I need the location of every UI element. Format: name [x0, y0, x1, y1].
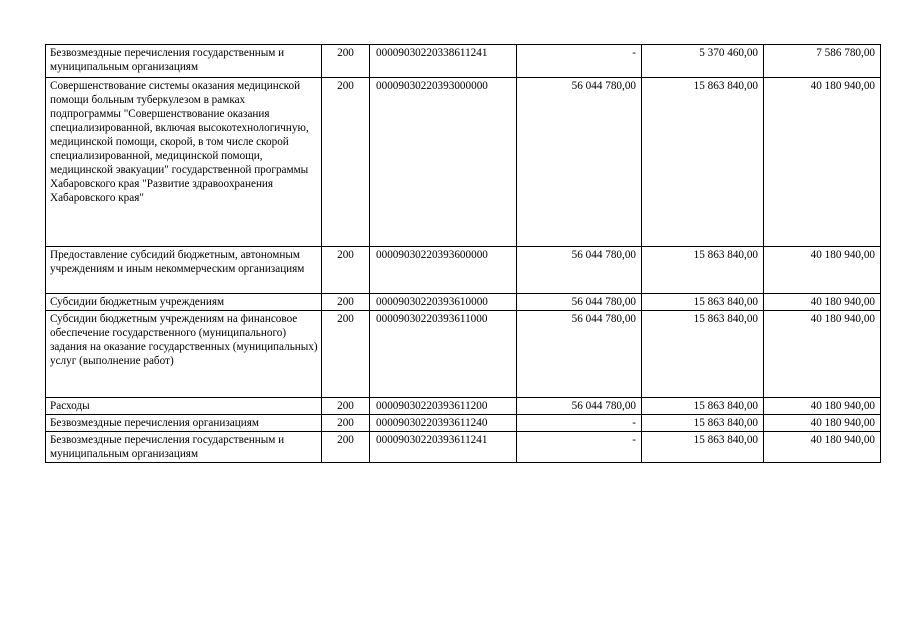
table-row — [46, 45, 881, 78]
row-value-1: - — [517, 415, 642, 432]
row-value-2: 15 863 840,00 — [642, 311, 764, 398]
row-name: Безвозмездные перечисления организациям — [46, 415, 322, 432]
row-target-article: 00009030220393600000 — [370, 247, 517, 294]
row-target-article: 00009030220393611241 — [370, 432, 517, 463]
table-row — [46, 247, 881, 294]
row-value-2: 15 863 840,00 — [642, 247, 764, 294]
row-target-article: 00009030220393611200 — [370, 398, 517, 415]
row-target-article: 00009030220393611240 — [370, 415, 517, 432]
row-value-1: 56 044 780,00 — [517, 294, 642, 311]
table-row — [46, 294, 881, 311]
row-value-3: 40 180 940,00 — [764, 311, 881, 398]
row-value-2: 15 863 840,00 — [642, 398, 764, 415]
row-value-3: 40 180 940,00 — [764, 398, 881, 415]
row-value-3: 40 180 940,00 — [764, 432, 881, 463]
table-row — [46, 311, 881, 398]
row-code: 200 — [322, 45, 370, 78]
row-code: 200 — [322, 311, 370, 398]
row-value-1: - — [517, 432, 642, 463]
row-code: 200 — [322, 78, 370, 247]
row-value-2: 5 370 460,00 — [642, 45, 764, 78]
row-code: 200 — [322, 247, 370, 294]
row-code: 200 — [322, 432, 370, 463]
table-row — [46, 398, 881, 415]
row-value-2: 15 863 840,00 — [642, 415, 764, 432]
row-value-3: 40 180 940,00 — [764, 415, 881, 432]
row-target-article: 00009030220338611241 — [370, 45, 517, 78]
row-value-1: 56 044 780,00 — [517, 311, 642, 398]
table-row — [46, 432, 881, 463]
row-name: Совершенствование системы оказания медицинской помощи больным туберкулезом в рамках подпрограммы "Совершенствование оказания специализированной, включая высокотехнологичную, медицинской помощи, скорой, в том числе скорой специализированной, медицинской помощи, медицинской эвакуации" государственной программы Хабаровского края "Развитие здравоохранения Хабаровского края" — [46, 78, 322, 247]
row-value-2: 15 863 840,00 — [642, 432, 764, 463]
row-name: Безвозмездные перечисления государственным и муниципальным организациям — [46, 45, 322, 78]
row-name: Предоставление субсидий бюджетным, автономным учреждениям и иным некоммерческим организациям — [46, 247, 322, 294]
row-value-2: 15 863 840,00 — [642, 294, 764, 311]
row-value-3: 40 180 940,00 — [764, 247, 881, 294]
row-value-1: 56 044 780,00 — [517, 78, 642, 247]
row-value-3: 40 180 940,00 — [764, 294, 881, 311]
row-value-3: 40 180 940,00 — [764, 78, 881, 247]
budget-table — [45, 44, 881, 463]
table-row — [46, 78, 881, 247]
row-name: Безвозмездные перечисления государственным и муниципальным организациям — [46, 432, 322, 463]
row-target-article: 00009030220393000000 — [370, 78, 517, 247]
row-value-1: 56 044 780,00 — [517, 247, 642, 294]
row-name: Субсидии бюджетным учреждениям — [46, 294, 322, 311]
row-name: Расходы — [46, 398, 322, 415]
row-code: 200 — [322, 415, 370, 432]
row-value-1: - — [517, 45, 642, 78]
row-target-article: 00009030220393610000 — [370, 294, 517, 311]
row-value-3: 7 586 780,00 — [764, 45, 881, 78]
row-target-article: 00009030220393611000 — [370, 311, 517, 398]
row-code: 200 — [322, 294, 370, 311]
row-value-2: 15 863 840,00 — [642, 78, 764, 247]
table-row — [46, 415, 881, 432]
row-name: Субсидии бюджетным учреждениям на финансовое обеспечение государственного (муниципального) задания на оказание государственных (муниципальных) услуг (выполнение работ) — [46, 311, 322, 398]
row-code: 200 — [322, 398, 370, 415]
row-value-1: 56 044 780,00 — [517, 398, 642, 415]
